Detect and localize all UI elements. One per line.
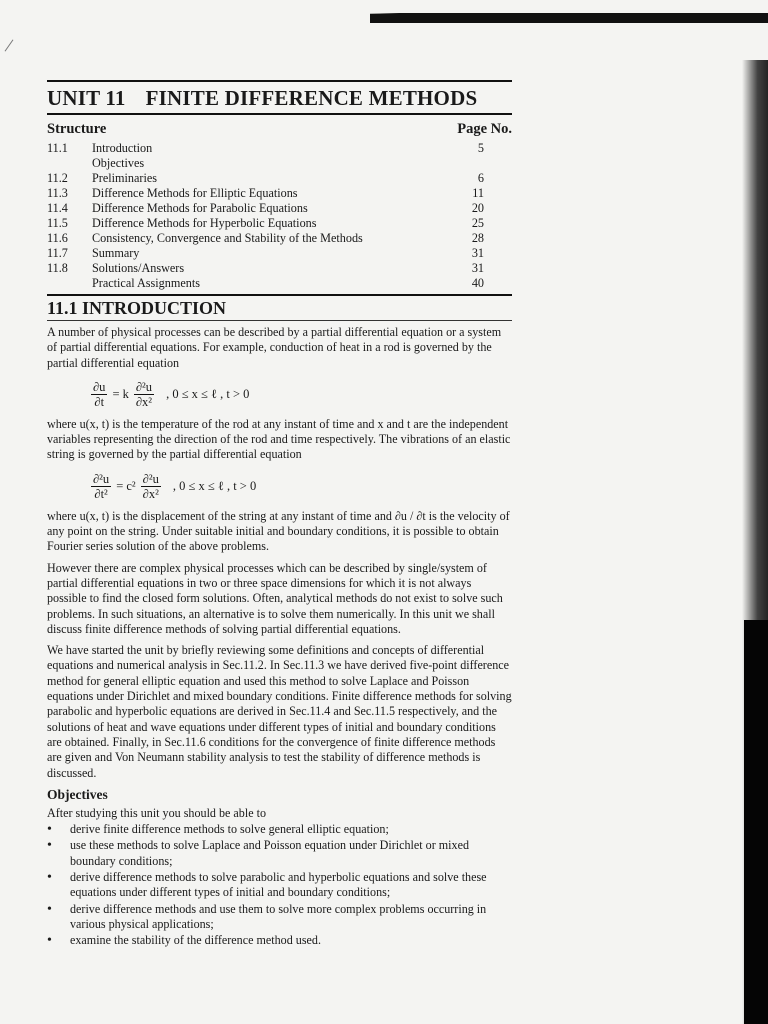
intro-paragraph-2: where u(x, t) is the temperature of the rod at any instant of time and x and t are the independent variables representing the direction of the rod and time respectively. The vibrations of an elastic string is governed by the partial differential equation <box>47 416 511 462</box>
toc-section-number: 11.4 <box>47 201 68 215</box>
toc-row <box>47 156 512 171</box>
document-page <box>47 80 512 950</box>
structure-heading: Structure <box>47 121 107 137</box>
objective-item: • use these methods to solve Laplace and Poisson equation under Dirichlet or mixed boundary conditions; <box>47 838 512 869</box>
toc-section-number <box>47 156 92 171</box>
objective-item: • derive finite difference methods to solve general elliptic equation; <box>47 822 512 837</box>
eq1-rhs-den: ∂x² <box>135 395 153 410</box>
toc-section-title: Objectives <box>92 156 145 170</box>
toc-section-title: Consistency, Convergence and Stability of the Methods <box>92 231 363 245</box>
toc-section-title: Solutions/Answers <box>92 261 185 275</box>
toc-row <box>47 201 512 216</box>
toc-section-number: 11.6 <box>47 231 68 245</box>
toc-row <box>47 261 512 276</box>
scan-right-edge-dark <box>744 620 768 1024</box>
eq1-condition: , 0 ≤ x ≤ ℓ , t > 0 <box>166 387 250 402</box>
toc-section-number: 11.1 <box>47 141 68 155</box>
title-rule <box>47 113 512 115</box>
eq2-lhs-den: ∂t² <box>94 487 108 502</box>
objective-item: • derive difference methods to solve parabolic and hyperbolic equations and solve these equations under different types of initial and boundary conditions; <box>47 870 512 901</box>
eq1-rhs <box>134 380 154 409</box>
eq2-condition: , 0 ≤ x ≤ ℓ , t > 0 <box>172 479 257 494</box>
toc-row <box>47 171 512 186</box>
eq2-rhs-den: ∂x² <box>142 487 159 502</box>
intro-heading-rule <box>47 320 512 321</box>
toc-row <box>47 231 512 246</box>
toc-section-title: Preliminaries <box>92 171 157 185</box>
toc-page-number: 11 <box>472 186 484 200</box>
scan-mark <box>5 39 14 51</box>
eq1-lhs-num: ∂u <box>93 380 106 395</box>
unit-label: UNIT 11 <box>47 86 126 110</box>
objective-item: • examine the stability of the difference method used. <box>47 933 512 948</box>
toc-row <box>47 216 512 231</box>
objectives-heading: Objectives <box>47 786 108 802</box>
objective-item: • derive difference methods and use them to solve more complex problems occurring in various physical applications; <box>47 902 512 933</box>
eq1-lhs-den: ∂t <box>94 395 105 410</box>
eq1-rhs-num: ∂²u <box>135 380 153 395</box>
eq2-lhs <box>91 472 111 501</box>
eq2-rhs <box>141 472 161 501</box>
toc-row <box>47 186 512 201</box>
intro-heading: 11.1 INTRODUCTION <box>47 298 227 318</box>
intro-paragraph-4: However there are complex physical processes which can be described by single/system of partial differential equations in two or three space dimensions for which it is not always possible to find the closed form solutions. Often, analytical methods do not exist to solve such problems. In such situations, an alternative is to solve them numerically. In this unit we shall discuss finite difference methods of solving partial differential equations. <box>47 560 503 636</box>
toc-section-title: Difference Methods for Parabolic Equations <box>92 201 308 215</box>
toc-section-title: Introduction <box>92 141 153 155</box>
eq2-lhs-num: ∂²u <box>93 472 110 487</box>
toc-section-number: 11.2 <box>47 171 68 185</box>
heat-equation <box>89 377 512 413</box>
toc-page-number: 25 <box>471 216 484 230</box>
scan-top-edge <box>370 3 768 27</box>
unit-name: FINITE DIFFERENCE METHODS <box>145 86 478 110</box>
wave-equation <box>89 469 512 505</box>
toc-section-title: Practical Assignments <box>92 276 200 290</box>
eq1-mid: = k <box>112 387 129 402</box>
toc-page-number: 28 <box>471 231 484 245</box>
toc-row <box>47 246 512 261</box>
toc-row <box>47 141 512 156</box>
toc-page-number: 31 <box>471 246 484 260</box>
intro-paragraph-5: We have started the unit by briefly reviewing some definitions and concepts of differential equations and numerical analysis in Sec.11.2. In Sec.11.3 we have derived five-point difference method for general elliptic equation and used this method to solve Laplace and Poisson equations under Dirichlet and mixed boundary conditions. Finite difference methods for solving parabolic and hyperbolic equations are derived in Sec.11.4 and Sec.11.5 respectively, and the solutions of heat and wave equations under different types of initial and boundary conditions are obtained. Finally, in Sec.11.6 conditions for the convergence of finite difference methods are given and Von Neumann stability analysis to test the stability of difference methods is discussed. <box>47 643 512 780</box>
toc-page-number: 20 <box>471 201 484 215</box>
intro-paragraph-3: where u(x, t) is the displacement of the string at any instant of time and ∂u / ∂t is the velocity of any point on the string. Under suitable initial and boundary conditions, it is possible to obtain Fourier series solution of the above problems. <box>47 508 510 554</box>
toc-row <box>47 276 512 291</box>
toc-section-title: Summary <box>92 246 140 260</box>
page-no-heading: Page No. <box>457 121 512 137</box>
toc-section-number: 11.3 <box>47 186 68 200</box>
intro-paragraph-1: A number of physical processes can be described by a partial differential equation or a system of partial differential equations. For example, conduction of heat in a rod is governed by the partial differential equation <box>47 325 502 370</box>
toc-page-number: 6 <box>477 171 484 185</box>
eq2-mid: = c² <box>116 479 136 494</box>
table-of-contents <box>47 141 512 291</box>
toc-section-title: Difference Methods for Elliptic Equations <box>92 186 298 200</box>
toc-section-number: 11.5 <box>47 216 68 230</box>
eq2-rhs-num: ∂²u <box>142 472 159 487</box>
toc-page-number: 31 <box>471 261 484 275</box>
structure-header <box>47 121 512 138</box>
toc-section-number <box>47 276 92 291</box>
toc-section-number: 11.7 <box>47 246 68 260</box>
toc-section-title: Difference Methods for Hyperbolic Equations <box>92 216 317 230</box>
toc-section-number: 11.8 <box>47 261 68 275</box>
unit-title <box>47 82 512 113</box>
objectives-lead: After studying this unit you should be able to <box>47 805 267 820</box>
objectives-list <box>47 822 512 948</box>
toc-page-number: 40 <box>471 276 484 290</box>
eq1-lhs <box>91 380 107 409</box>
toc-page-number <box>444 156 512 171</box>
toc-page-number: 5 <box>477 141 484 155</box>
